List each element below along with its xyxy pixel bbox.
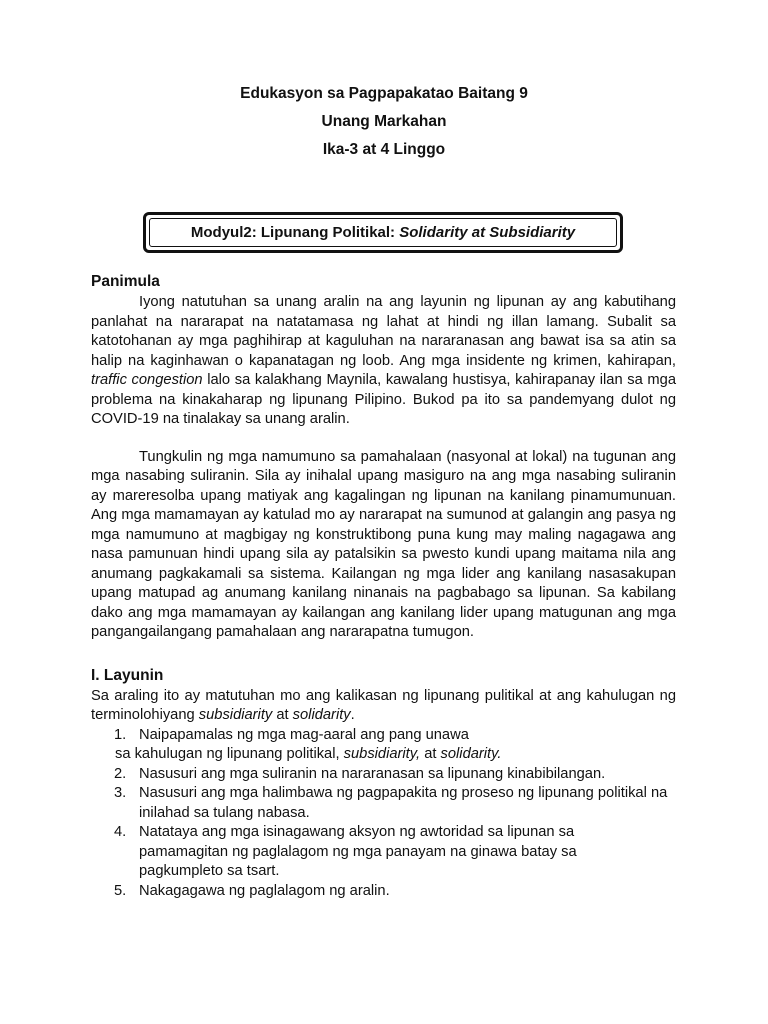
subject-title: Edukasyon sa Pagpapakatao Baitang 9 (240, 85, 528, 102)
intro-italic-1: subsidiarity (198, 707, 273, 723)
week-title: Ika-3 at 4 Linggo (322, 141, 446, 158)
panimula-paragraph-2: Tungkulin ng mga namumuno sa pamahalaan (nasyonal at lokal) na tugunan ang mga nasabing suliranin. Sila ay inihalal upang masiguro na ang mga nasabing suliranin ay mareresolba upang matiyak ang kagalingan ng lipunan na kanilang pinamumunuan. Ang mga mamamayan ay katulad mo ay nararapat na sumunod at galangin ang pasya ng mga namumuno at magbigay ng konstruktibong puna kung may maling nagagawa ang nasa pamunuan hindi upang sila ay patalsikin sa pwesto kundi upang maitama nila ang anumang pagkakamali sa sistema. Kailangan ng mga lider ang kanilang nasasakupan upang matupad ag anumang kanilang ninanais na pagbabago sa lipunan. Sa kabilang dako ang mga mamamayan ay kailangan ang kanilang lider upang matugunan ang mga pangangailangang pamahalaan ang nararapatna tumugon. (91, 448, 676, 640)
module-title-box (143, 212, 623, 253)
quarter-title: Unang Markahan (321, 113, 447, 130)
intro-italic-2: solidarity (292, 707, 351, 723)
objectives-list (91, 726, 676, 902)
module-title (149, 218, 617, 247)
p1-text-b: lalo sa kalakhang Maynila, kawalang hustisya, kahirapanay ilan sa mga problema na kinakaharap ng lipunang Pilipino. Bukod pa ito sa pandemyang dulot ng COVID-19 na tinalakay sa unang aralin. (91, 372, 676, 427)
module-title-italic: Solidarity at Subsidiarity (399, 224, 576, 241)
intro-text: Sa araling ito ay matutuhan mo ang kalikasan ng lipunang pulitikal at ang kahulugan ng terminolohiyang (91, 687, 676, 723)
layunin-intro (91, 687, 676, 726)
list-item: 1. Naipapamalas ng mga mag-aaral ang pang unawa (114, 726, 469, 743)
list-item: 4. Natataya ang mga isinagawang aksyon ng awtoridad sa lipunan sa pamamagitan ng paglalagom ng mga panayam na ginawa batay sa pagkumpleto sa tsart. (114, 824, 577, 879)
document-header (0, 86, 768, 170)
module-title-prefix: Modyul2: Lipunang Politikal: (190, 224, 400, 241)
list-item-continuation: sa kahulugan ng lipunang politikal, subsidiarity, at solidarity. (115, 746, 502, 762)
intro-end: . (350, 707, 355, 723)
layunin-heading: I. Layunin (91, 666, 164, 684)
document-body (91, 271, 676, 901)
panimula-paragraph-1 (91, 293, 676, 430)
intro-mid: at (272, 707, 293, 723)
p1-italic: traffic congestion (91, 372, 203, 388)
panimula-heading: Panimula (91, 273, 160, 290)
list-item: 5. Nakagagawa ng paglalagom ng aralin. (114, 882, 390, 899)
list-item: 3. Nasusuri ang mga halimbawa ng pagpapakita ng proseso ng lipunang politikal na inilahad sa tulang nabasa. (114, 785, 668, 821)
p1-text-a: Iyong natutuhan sa unang aralin na ang layunin ng lipunan ay ang kabutihang panlahat na nararapat na natatamasa ng lahat at hindi ng illan lamang. Subalit sa katotohanan ay mga paghihirap at kaguluhan na nararanasan ang bawat isa sa atin sa halip na kaginhawan o kapanatagan ng loob. Ang mga insidente ng krimen, kahirapan, (91, 294, 676, 369)
list-item: 2. Nasusuri ang mga suliranin na nararanasan sa lipunang kinabibilangan. (114, 765, 606, 782)
